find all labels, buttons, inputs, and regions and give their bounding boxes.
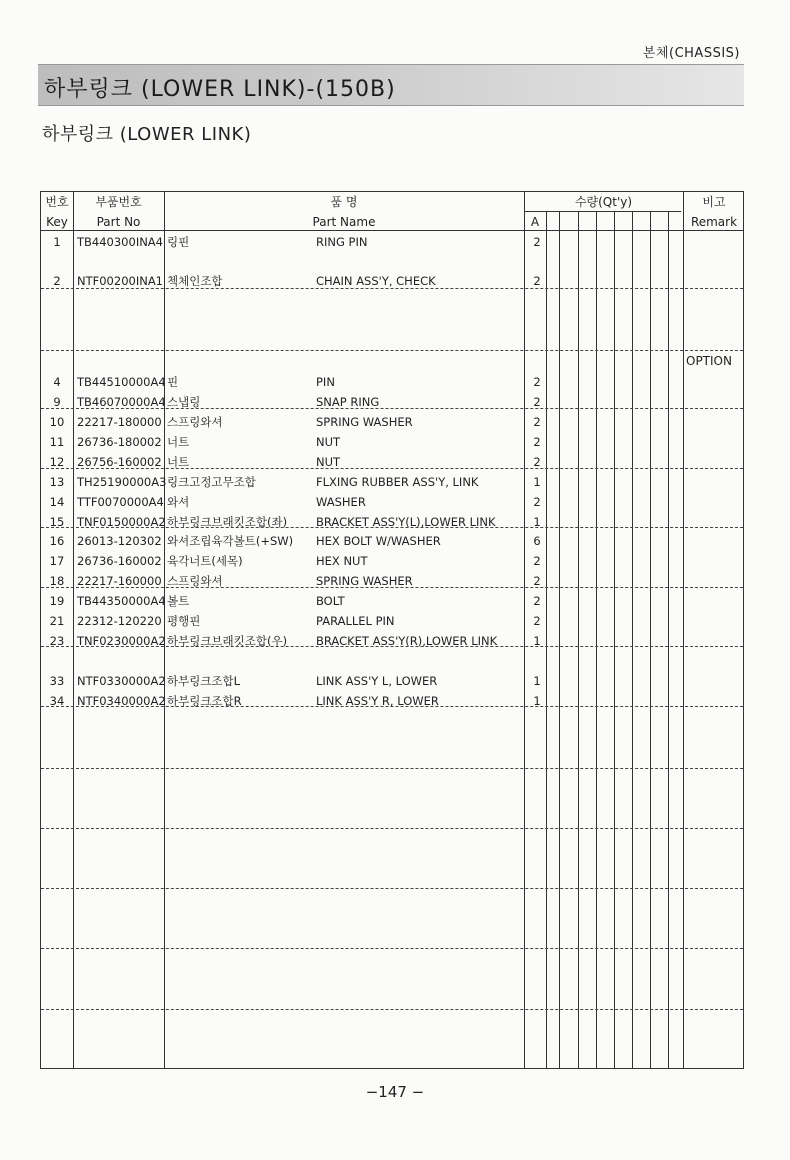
name-en-cell: PIN xyxy=(316,375,335,389)
header-name-en: Part Name xyxy=(312,215,376,229)
header-part-no-ko: 부품번호 xyxy=(95,195,142,209)
key-cell: 1 xyxy=(53,235,61,249)
table-row xyxy=(41,532,743,550)
name-en-cell: HEX NUT xyxy=(316,554,368,568)
name-en-cell: SNAP RING xyxy=(316,395,380,409)
qty-cell: 1 xyxy=(533,674,541,688)
name-en-cell: NUT xyxy=(316,455,341,469)
name-ko-cell: 링핀 xyxy=(167,235,190,249)
key-cell: 12 xyxy=(49,455,65,469)
part-no-cell: 22312-120220 xyxy=(77,614,162,628)
key-cell: 23 xyxy=(49,634,65,648)
header-qty: 수량(Qt'y) xyxy=(574,195,633,209)
qty-cell: 2 xyxy=(533,395,541,409)
table-row xyxy=(41,413,743,431)
header-key-en: Key xyxy=(46,215,68,229)
part-no-cell: 26736-160002 xyxy=(77,554,162,568)
name-en-cell: PARALLEL PIN xyxy=(316,614,395,628)
part-no-cell: NTF00200INA1 xyxy=(77,274,164,288)
name-ko-cell: 핀 xyxy=(167,375,179,389)
page-number: −147 − xyxy=(365,1083,425,1101)
name-ko-cell: 스냅링 xyxy=(167,395,201,409)
name-ko-cell: 너트 xyxy=(167,435,190,449)
key-cell: 14 xyxy=(49,495,65,509)
name-ko-cell: 스프링와셔 xyxy=(167,415,223,429)
name-ko-cell: 평행핀 xyxy=(167,614,201,628)
remark-cell: OPTION xyxy=(686,354,732,368)
qty-cell: 2 xyxy=(533,495,541,509)
part-no-cell: TB44510000A4 xyxy=(77,375,166,389)
name-ko-cell: 하부링크조합R xyxy=(167,694,242,708)
qty-cell: 1 xyxy=(533,634,541,648)
title-band xyxy=(38,64,744,106)
table-row xyxy=(41,473,743,491)
qty-cell: 2 xyxy=(533,415,541,429)
name-ko-cell: 와셔조립육각볼트(+SW) xyxy=(167,534,294,548)
name-en-cell: SPRING WASHER xyxy=(316,574,413,588)
key-cell: 9 xyxy=(53,395,61,409)
part-no-cell: TTF0070000A4 xyxy=(77,495,164,509)
table-row xyxy=(41,272,743,290)
table-row xyxy=(41,393,743,411)
name-ko-cell: 너트 xyxy=(167,455,190,469)
qty-cell: 1 xyxy=(533,694,541,708)
name-ko-cell: 하부링크브래킷조합(좌) xyxy=(167,515,288,529)
part-no-cell: TB440300INA4 xyxy=(77,235,163,249)
part-no-cell: TH25190000A3 xyxy=(77,475,167,489)
table-row xyxy=(41,352,743,370)
part-no-cell: TB44350000A4 xyxy=(77,594,166,608)
key-cell: 17 xyxy=(49,554,65,568)
qty-cell: 2 xyxy=(533,594,541,608)
table-row xyxy=(41,493,743,511)
name-en-cell: BOLT xyxy=(316,594,345,608)
header-remark-ko: 비고 xyxy=(702,195,726,209)
name-en-cell: NUT xyxy=(316,435,341,449)
table-row xyxy=(41,632,743,650)
table-row xyxy=(41,453,743,471)
key-cell: 33 xyxy=(49,674,65,688)
key-cell: 10 xyxy=(49,415,65,429)
table-row xyxy=(41,433,743,451)
key-cell: 18 xyxy=(49,574,65,588)
part-no-cell: 22217-160000 xyxy=(77,574,162,588)
table-row xyxy=(41,672,743,690)
table-row xyxy=(41,373,743,391)
table-row xyxy=(41,692,743,710)
part-no-cell: TNF0230000A2 xyxy=(77,634,166,648)
header-qty-col-a: A xyxy=(530,215,540,229)
section-label: 본체(CHASSIS) xyxy=(642,46,740,61)
key-cell: 21 xyxy=(49,614,65,628)
part-no-cell: NTF0340000A2 xyxy=(77,694,166,708)
name-en-cell: BRACKET ASS'Y(R),LOWER LINK xyxy=(316,634,498,648)
name-ko-cell: 하부링크브래킷조합(우) xyxy=(167,634,288,648)
part-no-cell: 26756-160002 xyxy=(77,455,162,469)
qty-cell: 2 xyxy=(533,455,541,469)
part-no-cell: TNF0150000A2 xyxy=(77,515,166,529)
header-key-ko: 번호 xyxy=(45,195,69,209)
qty-cell: 2 xyxy=(533,435,541,449)
key-cell: 15 xyxy=(49,515,65,529)
key-cell: 4 xyxy=(53,375,61,389)
part-no-cell: 26736-180002 xyxy=(77,435,162,449)
name-en-cell: SPRING WASHER xyxy=(316,415,413,429)
name-ko-cell: 스프링와셔 xyxy=(167,574,223,588)
qty-cell: 2 xyxy=(533,574,541,588)
header-name-ko: 품 명 xyxy=(330,195,358,209)
subtitle: 하부링크 (LOWER LINK) xyxy=(42,124,252,145)
qty-cell: 2 xyxy=(533,554,541,568)
header-remark-en: Remark xyxy=(690,215,738,229)
name-en-cell: CHAIN ASS'Y, CHECK xyxy=(316,274,436,288)
key-cell: 16 xyxy=(49,534,65,548)
name-en-cell: RING PIN xyxy=(316,235,368,249)
table-row xyxy=(41,612,743,630)
key-cell: 34 xyxy=(49,694,65,708)
qty-cell: 2 xyxy=(533,274,541,288)
table-row xyxy=(41,552,743,570)
name-ko-cell: 첵체인조합 xyxy=(167,274,223,288)
qty-cell: 6 xyxy=(533,534,541,548)
key-cell: 11 xyxy=(49,435,65,449)
qty-cell: 2 xyxy=(533,614,541,628)
name-en-cell: WASHER xyxy=(316,495,366,509)
page-title: 하부링크 (LOWER LINK)-(150B) xyxy=(44,77,396,102)
name-en-cell: LINK ASS'Y L, LOWER xyxy=(316,674,438,688)
qty-cell: 1 xyxy=(533,475,541,489)
name-en-cell: FLXING RUBBER ASS'Y, LINK xyxy=(316,475,479,489)
part-no-cell: NTF0330000A2 xyxy=(77,674,166,688)
table-row xyxy=(41,592,743,610)
part-no-cell: TB46070000A4 xyxy=(77,395,166,409)
key-cell: 2 xyxy=(53,274,61,288)
table-row xyxy=(41,233,743,251)
table-row xyxy=(41,572,743,590)
name-ko-cell: 하부링크조합L xyxy=(167,674,241,688)
name-en-cell: LINK ASS'Y R, LOWER xyxy=(316,694,439,708)
name-ko-cell: 링크고정고무조합 xyxy=(167,475,256,489)
name-ko-cell: 와셔 xyxy=(167,495,190,509)
part-no-cell: 26013-120302 xyxy=(77,534,162,548)
qty-cell: 2 xyxy=(533,235,541,249)
header-part-no-en: Part No xyxy=(96,215,141,229)
table-row xyxy=(41,513,743,531)
name-en-cell: HEX BOLT W/WASHER xyxy=(316,534,441,548)
key-cell: 13 xyxy=(49,475,65,489)
qty-cell: 2 xyxy=(533,375,541,389)
qty-cell: 1 xyxy=(533,515,541,529)
name-ko-cell: 육각너트(세목) xyxy=(167,554,243,568)
key-cell: 19 xyxy=(49,594,65,608)
parts-table xyxy=(40,191,744,1069)
name-en-cell: BRACKET ASS'Y(L),LOWER LINK xyxy=(316,515,496,529)
name-ko-cell: 볼트 xyxy=(167,594,190,608)
part-no-cell: 22217-180000 xyxy=(77,415,162,429)
